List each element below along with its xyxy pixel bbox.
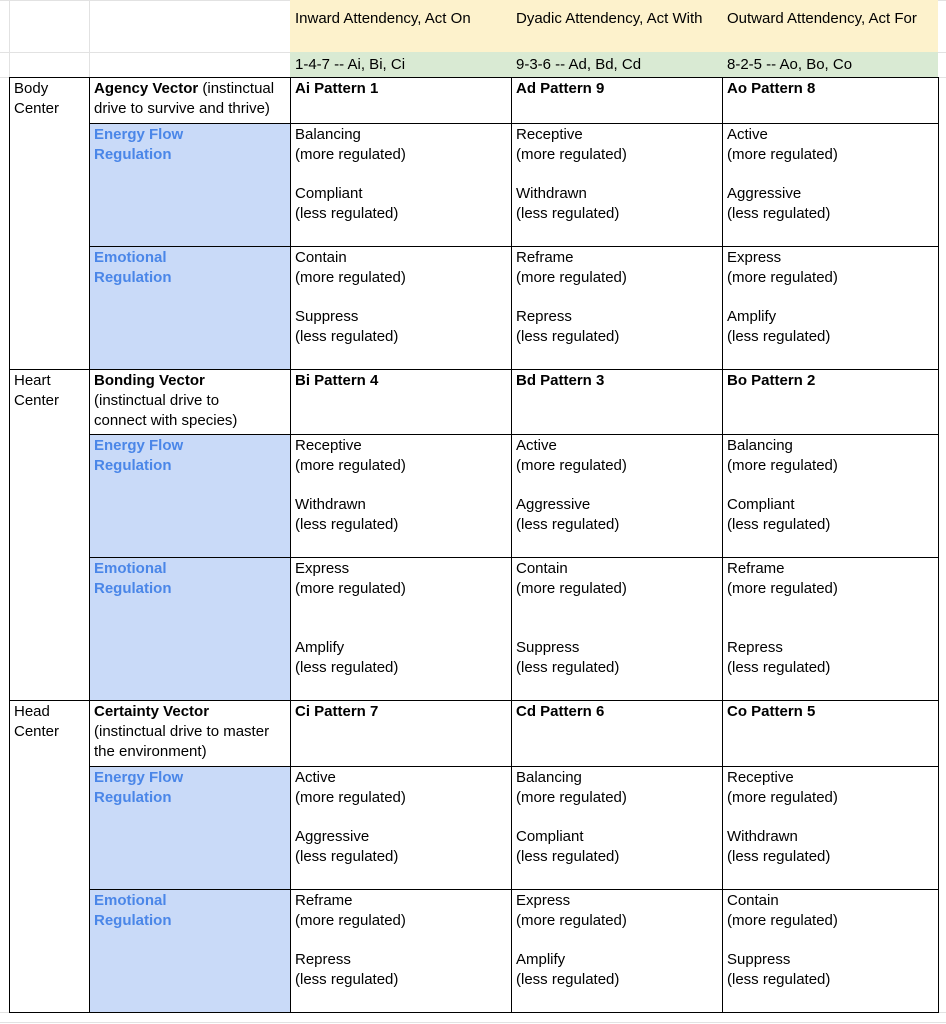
energy-flow-label: Energy Flow (94, 126, 184, 143)
cell-spacer (295, 808, 507, 827)
center-empty-cell[interactable] (9, 889, 89, 1012)
center-name: Head (14, 703, 50, 720)
vector-description: the environment) (94, 743, 207, 760)
center-empty-cell[interactable] (9, 434, 89, 557)
regulation-note: (more regulated) (727, 912, 838, 929)
regulation-note: (more regulated) (727, 269, 838, 286)
regulated-state: Active (516, 437, 557, 454)
center-empty-cell[interactable] (9, 246, 89, 369)
emotion-value-cell[interactable] (511, 246, 722, 369)
regulation-note: (less regulated) (516, 659, 620, 676)
table-border (89, 766, 939, 767)
vector-title-line (94, 371, 286, 391)
energy-value-cell[interactable] (722, 434, 938, 557)
dysregulated-state: Suppress (727, 951, 791, 968)
emotion-label-cell[interactable] (89, 557, 290, 700)
energy-label-cell[interactable] (89, 123, 290, 246)
regulation-note: (less regulated) (295, 328, 399, 345)
energy-flow-label: Regulation (94, 146, 172, 163)
emotion-value-cell[interactable] (511, 889, 722, 1012)
regulated-state: Reframe (727, 560, 785, 577)
pattern-cell[interactable] (290, 369, 511, 434)
regulation-note: (less regulated) (727, 848, 831, 865)
dysregulated-state: Withdrawn (727, 828, 798, 845)
vector-title-line (94, 702, 286, 722)
center-name: Center (14, 392, 60, 409)
regulation-note: (more regulated) (295, 269, 406, 286)
regulated-state: Active (727, 126, 768, 143)
cell-spacer (516, 165, 718, 184)
emotion-value-cell[interactable] (722, 246, 938, 369)
regulated-state: Contain (727, 892, 779, 909)
pattern-cell[interactable] (511, 700, 722, 766)
regulation-note: (less regulated) (516, 328, 620, 345)
regulated-state: Express (516, 892, 571, 909)
dysregulated-state: Compliant (727, 496, 795, 513)
energy-label-cell[interactable] (89, 766, 290, 889)
table-border (9, 77, 939, 78)
regulation-note: (less regulated) (295, 516, 399, 533)
header-title: Outward Attendency, Act For (727, 10, 917, 27)
center-name: Heart (14, 372, 51, 389)
dysregulated-state: Withdrawn (516, 185, 587, 202)
regulation-note: (more regulated) (727, 580, 838, 597)
dysregulated-state: Compliant (516, 828, 584, 845)
header-code-cell[interactable] (722, 52, 938, 77)
cell-spacer (727, 476, 934, 495)
emotion-value-cell[interactable] (290, 889, 511, 1012)
pattern-cell[interactable] (511, 369, 722, 434)
regulated-state: Express (727, 249, 782, 266)
emotion-value-cell[interactable] (290, 246, 511, 369)
regulation-note: (more regulated) (295, 146, 406, 163)
cell-spacer (516, 288, 718, 307)
regulation-note: (more regulated) (727, 789, 838, 806)
gridline (9, 0, 10, 77)
energy-value-cell[interactable] (722, 123, 938, 246)
pattern-name: Ad Pattern 9 (516, 80, 605, 97)
regulated-state: Contain (295, 249, 347, 266)
regulation-note: (more regulated) (295, 457, 406, 474)
vector-cell[interactable] (89, 700, 290, 766)
table-border (89, 434, 939, 435)
pattern-name: Ai Pattern 1 (295, 80, 379, 97)
dysregulated-state: Suppress (516, 639, 580, 656)
regulation-note: (more regulated) (516, 789, 627, 806)
dysregulated-state: Compliant (295, 185, 363, 202)
regulation-note: (more regulated) (516, 457, 627, 474)
pattern-cell[interactable] (722, 700, 938, 766)
cell-spacer (516, 931, 718, 950)
dysregulated-state: Aggressive (727, 185, 802, 202)
emotional-regulation-label: Regulation (94, 269, 172, 286)
regulation-note: (more regulated) (516, 146, 627, 163)
regulation-note: (less regulated) (727, 971, 831, 988)
vector-description: (instinctual (198, 80, 275, 97)
center-name-cell[interactable] (9, 77, 89, 123)
table-border (89, 77, 90, 1013)
emotion-value-cell[interactable] (722, 889, 938, 1012)
cell-spacer (295, 476, 507, 495)
pattern-cell[interactable] (722, 369, 938, 434)
pattern-name: Bo Pattern 2 (727, 372, 816, 389)
pattern-name: Ci Pattern 7 (295, 703, 379, 720)
center-empty-cell[interactable] (9, 766, 89, 889)
cell-spacer (727, 599, 934, 638)
dysregulated-state: Withdrawn (295, 496, 366, 513)
regulation-note: (less regulated) (516, 205, 620, 222)
table-border (511, 77, 512, 1013)
cell-spacer (516, 808, 718, 827)
energy-flow-label: Regulation (94, 789, 172, 806)
pattern-cell[interactable] (722, 77, 938, 123)
regulation-note: (more regulated) (295, 580, 406, 597)
regulation-note: (less regulated) (516, 516, 620, 533)
energy-flow-label: Energy Flow (94, 769, 184, 786)
regulated-state: Reframe (295, 892, 353, 909)
regulation-note: (less regulated) (727, 328, 831, 345)
vector-description: drive to survive and thrive) (94, 100, 270, 117)
cell-spacer (727, 808, 934, 827)
regulated-state: Active (295, 769, 336, 786)
vector-title-line (94, 79, 286, 99)
dysregulated-state: Repress (516, 308, 572, 325)
regulation-note: (less regulated) (295, 205, 399, 222)
gridline (0, 1022, 946, 1023)
regulated-state: Contain (516, 560, 568, 577)
table-border (89, 123, 939, 124)
header-code-cell[interactable] (290, 52, 511, 77)
table-border (9, 1012, 939, 1013)
regulated-state: Express (295, 560, 350, 577)
cell-spacer (295, 165, 507, 184)
emotional-regulation-label: Emotional (94, 560, 167, 577)
center-name: Center (14, 100, 60, 117)
regulated-state: Receptive (727, 769, 794, 786)
center-name-cell[interactable] (9, 369, 89, 434)
emotional-regulation-label: Emotional (94, 249, 167, 266)
table-border (9, 700, 939, 701)
header-title: Inward Attendency, Act On (295, 10, 471, 27)
energy-flow-label: Regulation (94, 457, 172, 474)
energy-value-cell[interactable] (290, 123, 511, 246)
regulation-note: (less regulated) (516, 971, 620, 988)
emotion-value-cell[interactable] (290, 557, 511, 700)
vector-title: Agency Vector (94, 80, 199, 97)
pattern-cell[interactable] (511, 77, 722, 123)
table-border (938, 77, 939, 1013)
table-border (89, 889, 939, 890)
vector-description: (instinctual drive to (94, 392, 220, 409)
cell-spacer (295, 931, 507, 950)
table-border (290, 77, 291, 1013)
pattern-cell[interactable] (290, 700, 511, 766)
pattern-name: Bd Pattern 3 (516, 372, 605, 389)
center-name: Body (14, 80, 49, 97)
header-title-cell[interactable] (511, 0, 722, 52)
regulated-state: Balancing (727, 437, 793, 454)
energy-value-cell[interactable] (722, 766, 938, 889)
header-code: 8-2-5 -- Ao, Bo, Co (727, 56, 853, 73)
energy-value-cell[interactable] (511, 123, 722, 246)
energy-value-cell[interactable] (511, 766, 722, 889)
gridline (89, 0, 90, 77)
energy-label-cell[interactable] (89, 434, 290, 557)
regulation-note: (more regulated) (295, 789, 406, 806)
cell-spacer (727, 931, 934, 950)
emotion-value-cell[interactable] (511, 557, 722, 700)
cell-spacer (516, 476, 718, 495)
regulation-note: (less regulated) (727, 516, 831, 533)
dysregulated-state: Amplify (727, 308, 777, 325)
regulation-note: (more regulated) (295, 912, 406, 929)
cell-spacer (516, 599, 718, 638)
dysregulated-state: Amplify (516, 951, 566, 968)
vector-title: Bonding Vector (94, 372, 205, 389)
cell-spacer (295, 599, 507, 638)
regulation-note: (more regulated) (516, 912, 627, 929)
energy-flow-label: Energy Flow (94, 437, 184, 454)
table-border (89, 557, 939, 558)
vector-title: Certainty Vector (94, 703, 210, 720)
pattern-name: Cd Pattern 6 (516, 703, 605, 720)
center-empty-cell[interactable] (9, 557, 89, 700)
dysregulated-state: Aggressive (295, 828, 370, 845)
regulated-state: Reframe (516, 249, 574, 266)
cell-spacer (295, 288, 507, 307)
regulation-note: (less regulated) (295, 971, 399, 988)
emotional-regulation-label: Regulation (94, 580, 172, 597)
regulation-note: (more regulated) (516, 269, 627, 286)
dysregulated-state: Aggressive (516, 496, 591, 513)
pattern-name: Ao Pattern 8 (727, 80, 816, 97)
dysregulated-state: Suppress (295, 308, 359, 325)
center-name: Center (14, 723, 60, 740)
dysregulated-state: Repress (727, 639, 783, 656)
regulation-note: (less regulated) (295, 659, 399, 676)
header-code: 9-3-6 -- Ad, Bd, Cd (516, 56, 642, 73)
pattern-name: Co Pattern 5 (727, 703, 816, 720)
emotion-label-cell[interactable] (89, 246, 290, 369)
pattern-name: Bi Pattern 4 (295, 372, 379, 389)
cell-spacer (727, 165, 934, 184)
vector-cell[interactable] (89, 77, 290, 123)
pattern-cell[interactable] (290, 77, 511, 123)
regulation-note: (more regulated) (727, 146, 838, 163)
vector-description: (instinctual drive to master (94, 723, 270, 740)
table-border (9, 369, 939, 370)
regulation-note: (more regulated) (516, 580, 627, 597)
emotion-value-cell[interactable] (722, 557, 938, 700)
header-title-cell[interactable] (722, 0, 938, 52)
center-name-cell[interactable] (9, 700, 89, 766)
center-empty-cell[interactable] (9, 123, 89, 246)
cell-spacer (727, 288, 934, 307)
regulation-note: (less regulated) (516, 848, 620, 865)
regulation-note: (more regulated) (727, 457, 838, 474)
header-code: 1-4-7 -- Ai, Bi, Ci (295, 56, 406, 73)
emotional-regulation-label: Regulation (94, 912, 172, 929)
regulated-state: Receptive (516, 126, 583, 143)
dysregulated-state: Repress (295, 951, 351, 968)
emotion-label-cell[interactable] (89, 889, 290, 1012)
header-title: Dyadic Attendency, Act With (516, 10, 703, 27)
regulation-note: (less regulated) (295, 848, 399, 865)
table-border (9, 77, 10, 1013)
energy-value-cell[interactable] (290, 766, 511, 889)
table-border (89, 246, 939, 247)
table-border (722, 77, 723, 1013)
dysregulated-state: Amplify (295, 639, 345, 656)
regulation-note: (less regulated) (727, 659, 831, 676)
energy-value-cell[interactable] (511, 434, 722, 557)
vector-description: connect with species) (94, 412, 238, 429)
energy-value-cell[interactable] (290, 434, 511, 557)
regulation-note: (less regulated) (727, 205, 831, 222)
regulated-state: Receptive (295, 437, 362, 454)
header-title-cell[interactable] (290, 0, 511, 52)
vector-cell[interactable] (89, 369, 290, 434)
emotional-regulation-label: Emotional (94, 892, 167, 909)
regulated-state: Balancing (516, 769, 582, 786)
regulated-state: Balancing (295, 126, 361, 143)
header-code-cell[interactable] (511, 52, 722, 77)
